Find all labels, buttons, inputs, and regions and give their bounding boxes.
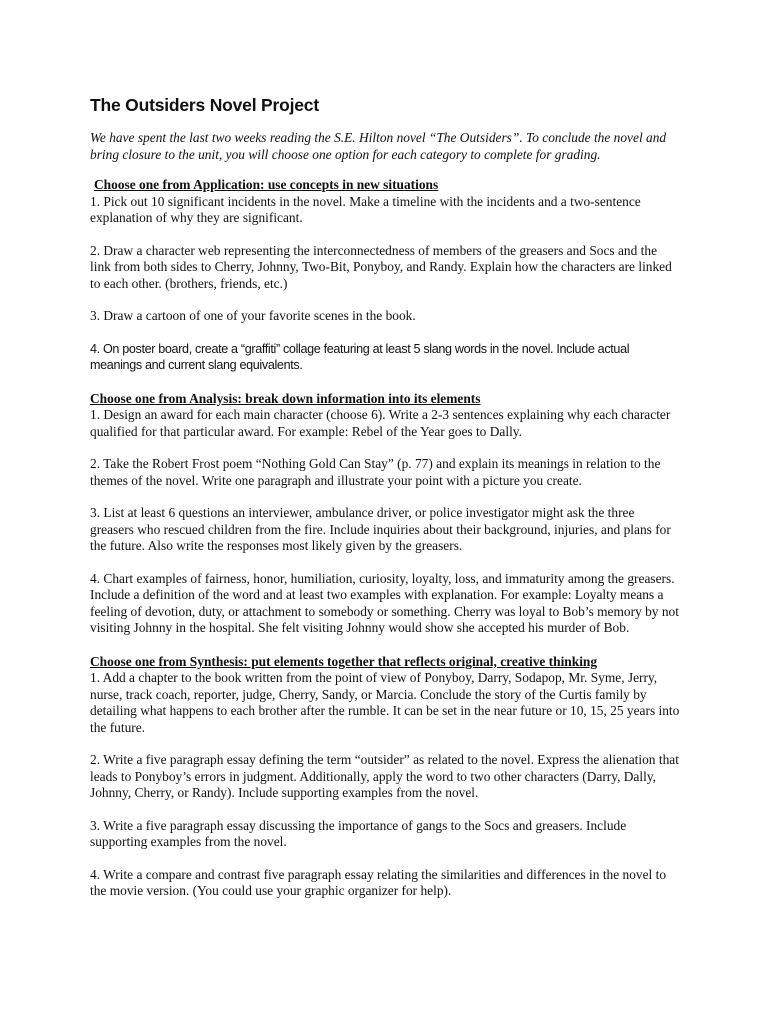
list-item: 1. Add a chapter to the book written from the point of view of Ponyboy, Darry, Sodapop, Mr. Syme, Jerry, nurse, track coach, reporter, judge, Cherry, Sandy, or Marcia. Conclude the story of the Curtis family by detailing what happens to each brother after the rumble. It can be set in the near future or 10, 15, 25 years into the future. bbox=[90, 670, 680, 735]
list-item: 4. Write a compare and contrast five paragraph essay relating the similarities and differences in the novel to the movie version. (You could use your graphic organizer for help). bbox=[90, 866, 667, 898]
document-page bbox=[90, 94, 680, 917]
list-item: 3. Draw a cartoon of one of your favorite scenes in the book. bbox=[90, 308, 416, 323]
section-application bbox=[90, 177, 680, 374]
list-item: 2. Write a five paragraph essay defining the term “outsider” as related to the novel. Express the alienation that leads to Ponyboy’s errors in judgment. Additionally, apply the word to two other characters (Darry, Dally, Johnny, Cherry, or Randy). Include supporting examples from the novel. bbox=[90, 752, 679, 800]
list-item: 1. Pick out 10 significant incidents in the novel. Make a timeline with the incidents and a two-sentence explanation of why they are significant. bbox=[90, 193, 641, 225]
section-analysis bbox=[90, 391, 680, 637]
list-item: 2. Draw a character web representing the interconnectedness of members of the greasers and Socs and the link from both sides to Cherry, Johnny, Two-Bit, Ponyboy, and Randy. Explain how the characters are linked to each other. (brothers, friends, etc.) bbox=[90, 242, 672, 291]
section-synthesis bbox=[90, 654, 680, 900]
list-item: 1. Design an award for each main character (choose 6). Write a 2-3 sentences explaining why each character qualified for that particular award. For example: Rebel of the Year goes to Dally. bbox=[90, 407, 671, 439]
list-item: 2. Take the Robert Frost poem “Nothing Gold Can Stay” (p. 77) and explain its meanings in relation to the themes of the novel. Write one paragraph and illustrate your point with a picture you create. bbox=[90, 456, 661, 488]
list-item: 4. Chart examples of fairness, honor, humiliation, curiosity, loyalty, loss, and immaturity among the greasers. Include a definition of the word and at least two examples with explanation. For example: Loyalty means a feeling of devotion, duty, or attachment to somebody or something. Cherry was loyal to Bob’s memory by not visiting Johnny in the hospital. She felt visiting Johnny would show she accepted his murder of Bob. bbox=[90, 570, 679, 635]
page-title: The Outsiders Novel Project bbox=[90, 95, 319, 115]
section-heading: Choose one from Application: use concepts in new situations bbox=[94, 177, 439, 192]
intro-paragraph: We have spent the last two weeks reading the S.E. Hilton novel “The Outsiders”. To conclude the novel and bring closure to the unit, you will choose one option for each category to complete for grading. bbox=[90, 130, 667, 162]
list-item: 3. Write a five paragraph essay discussing the importance of gangs to the Socs and greasers. Include supporting examples from the novel. bbox=[90, 817, 627, 849]
section-heading: Choose one from Analysis: break down information into its elements bbox=[90, 390, 481, 406]
list-item: 3. List at least 6 questions an interviewer, ambulance driver, or police investigator might ask the three greasers who rescued children from the fire. Include inquiries about their background, injuries, and plans for the future. Also write the responses most likely given by the greasers. bbox=[90, 505, 671, 553]
list-item: 4. On poster board, create a “graffiti” collage featuring at least 5 slang words in the novel. Include actual meanings and current slang equivalents. bbox=[90, 341, 630, 372]
section-heading: Choose one from Synthesis: put elements together that reflects original, creative thinking bbox=[90, 653, 598, 669]
